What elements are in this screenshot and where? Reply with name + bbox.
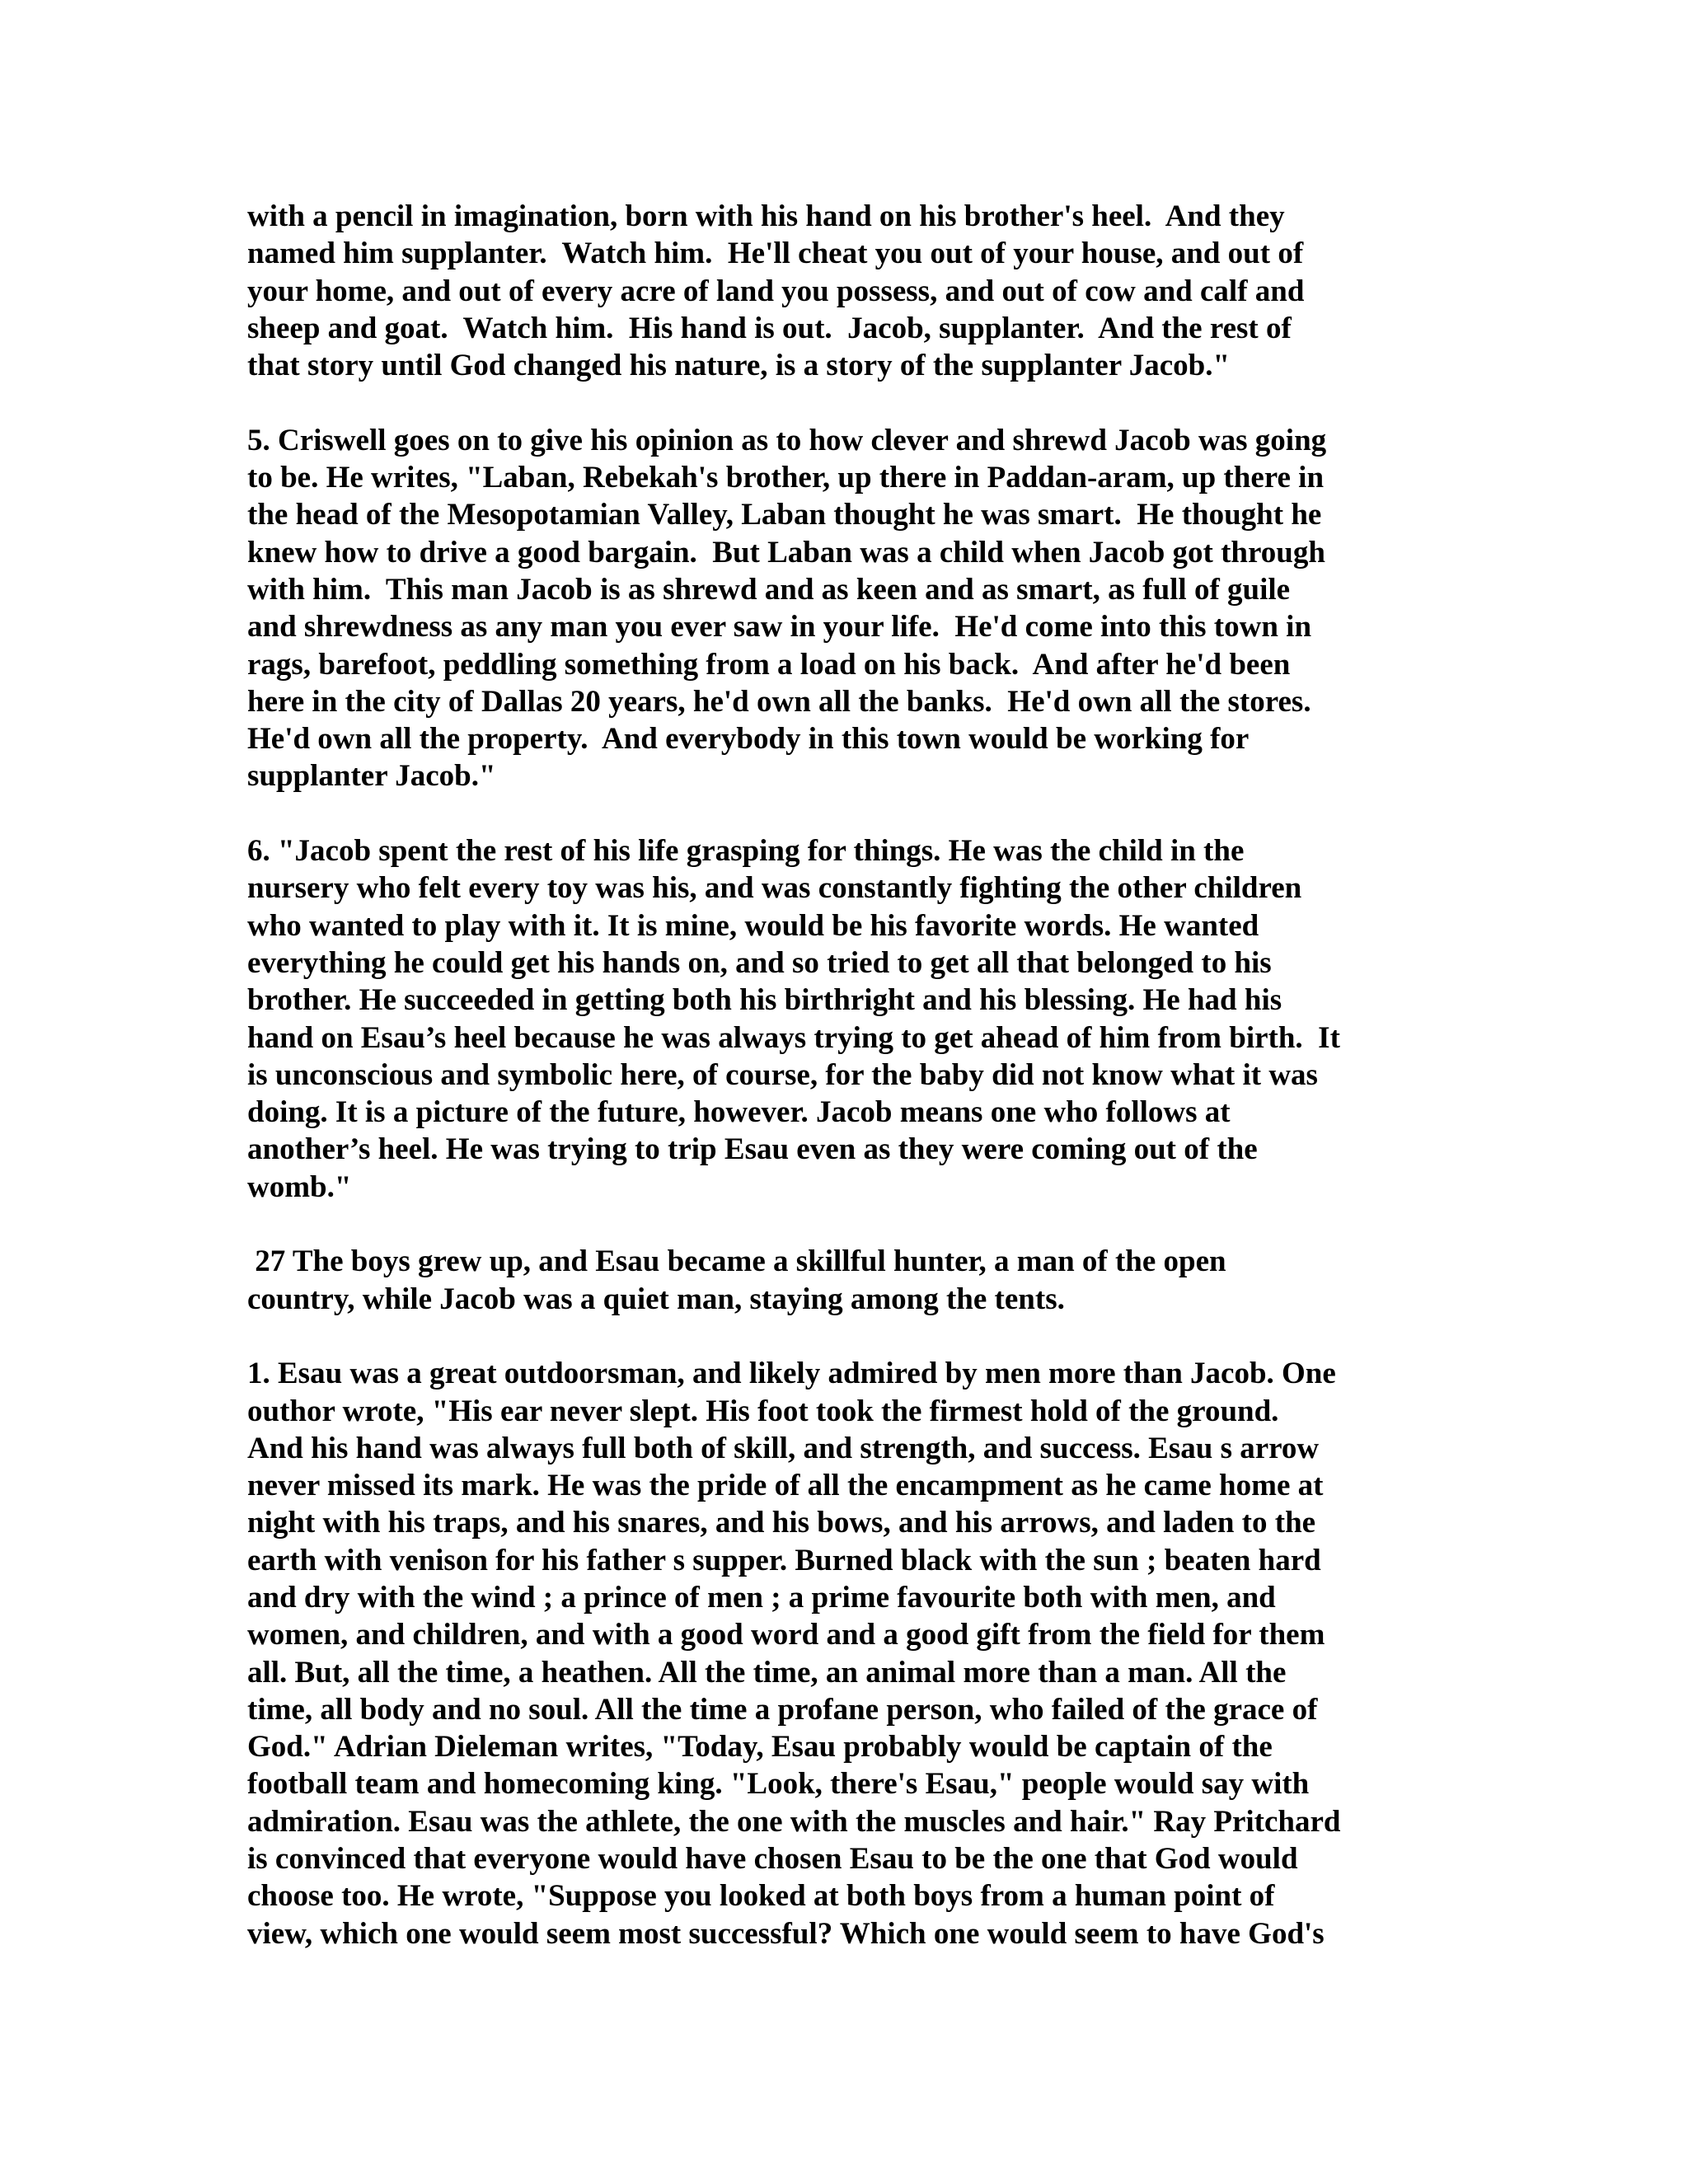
- text-line: nursery who felt every toy was his, and was constantly fighting the other children: [247, 871, 1302, 906]
- text-line: knew how to drive a good bargain. But Laban was a child when Jacob got through: [247, 535, 1325, 569]
- text-line: hand on Esau’s heel because he was always trying to get ahead of him from birth. It: [247, 1020, 1340, 1055]
- text-line: 5. Criswell goes on to give his opinion as to how clever and shrewd Jacob was going: [247, 423, 1327, 457]
- text-line: womb.": [247, 1169, 352, 1204]
- text-line: brother. He succeeded in getting both his birthright and his blessing. He had his: [247, 983, 1282, 1018]
- text-line: view, which one would seem most successful? Which one would seem to have God's: [247, 1916, 1325, 1951]
- paragraph-continuation: [247, 198, 1442, 384]
- text-line: doing. It is a picture of the future, however. Jacob means one who follows at: [247, 1095, 1231, 1130]
- text-line: is unconscious and symbolic here, of course, for the baby did not know what it was: [247, 1057, 1318, 1092]
- text-line: never missed its mark. He was the pride of all the encampment as he came home at: [247, 1469, 1324, 1503]
- text-line: God." Adrian Dieleman writes, "Today, Esau probably would be captain of the: [247, 1730, 1273, 1765]
- text-line: admiration. Esau was the athlete, the one with the muscles and hair." Ray Pritchard: [247, 1804, 1341, 1839]
- paragraph-point-1: [247, 1355, 1442, 1952]
- text-line: is convinced that everyone would have chosen Esau to be the one that God would: [247, 1842, 1298, 1877]
- text-line: earth with venison for his father s supper. Burned black with the sun ; beaten hard: [247, 1543, 1321, 1577]
- text-line: named him supplanter. Watch him. He'll cheat you out of your house, and out of: [247, 237, 1304, 271]
- text-line: with a pencil in imagination, born with his hand on his brother's heel. And they: [247, 199, 1285, 233]
- text-line: supplanter Jacob.": [247, 759, 496, 794]
- document-body: [247, 198, 1442, 1990]
- text-line: who wanted to play with it. It is mine, would be his favorite words. He wanted: [247, 908, 1259, 943]
- text-line: And his hand was always full both of skill, and strength, and success. Esau s arrow: [247, 1431, 1320, 1465]
- text-line: women, and children, and with a good word and a good gift from the field for them: [247, 1618, 1325, 1652]
- text-line: that story until God changed his nature, is a story of the supplanter Jacob.": [247, 349, 1230, 383]
- text-line: 1. Esau was a great outdoorsman, and likely admired by men more than Jacob. One: [247, 1357, 1336, 1391]
- text-line: the head of the Mesopotamian Valley, Laban thought he was smart. He thought he: [247, 498, 1322, 532]
- text-line: your home, and out of every acre of land you possess, and out of cow and calf and: [247, 274, 1305, 308]
- text-line: and dry with the wind ; a prince of men ; a prime favourite both with men, and: [247, 1580, 1276, 1615]
- text-line: choose too. He wrote, "Suppose you looked at both boys from a human point of: [247, 1879, 1275, 1914]
- paragraph-verse-27: [247, 1243, 1442, 1318]
- paragraph-point-6: [247, 832, 1442, 1206]
- text-line: time, all body and no soul. All the time a profane person, who failed of the grace of: [247, 1692, 1318, 1727]
- text-line: another’s heel. He was trying to trip Esau even as they were coming out of the: [247, 1132, 1258, 1167]
- text-line: to be. He writes, "Laban, Rebekah's brother, up there in Paddan-aram, up there in: [247, 461, 1325, 495]
- text-line: everything he could get his hands on, and so tried to get all that belonged to his: [247, 945, 1272, 980]
- text-line: 6. "Jacob spent the rest of his life grasping for things. He was the child in the: [247, 834, 1245, 869]
- text-line: He'd own all the property. And everybody in this town would be working for: [247, 722, 1250, 757]
- text-line: football team and homecoming king. "Look, there's Esau," people would say with: [247, 1767, 1310, 1802]
- text-line: 27 The boys grew up, and Esau became a skillful hunter, a man of the open: [247, 1244, 1226, 1279]
- text-line: and shrewdness as any man you ever saw in your life. He'd come into this town in: [247, 610, 1312, 644]
- text-line: night with his traps, and his snares, and his bows, and his arrows, and laden to the: [247, 1506, 1316, 1540]
- text-line: sheep and goat. Watch him. His hand is out. Jacob, supplanter. And the rest of: [247, 311, 1292, 345]
- paragraph-point-5: [247, 422, 1442, 795]
- text-line: all. But, all the time, a heathen. All the time, an animal more than a man. All the: [247, 1655, 1287, 1690]
- text-line: rags, barefoot, peddling something from a load on his back. And after he'd been: [247, 647, 1291, 682]
- text-line: outhor wrote, "His ear never slept. His foot took the firmest hold of the ground.: [247, 1394, 1279, 1428]
- text-line: with him. This man Jacob is as shrewd and as keen and as smart, as full of guile: [247, 572, 1291, 607]
- text-line: country, while Jacob was a quiet man, staying among the tents.: [247, 1282, 1065, 1316]
- text-line: here in the city of Dallas 20 years, he'd own all the banks. He'd own all the stores.: [247, 684, 1311, 719]
